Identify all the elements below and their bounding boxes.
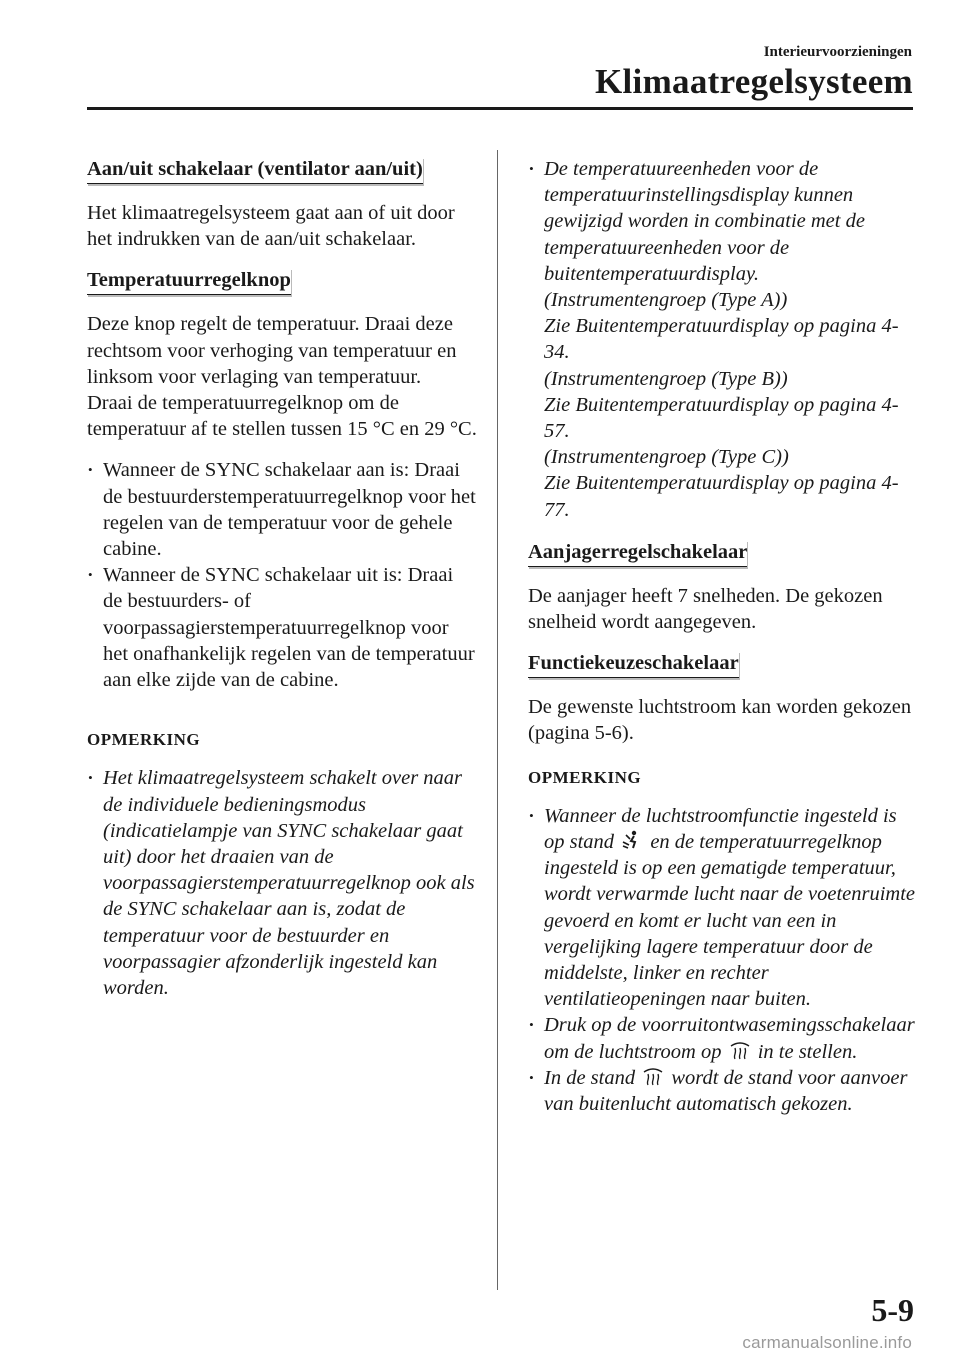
ref-see-a: Zie Buitentemperatuurdisplay op pagina 4-34. [544,315,899,364]
chapter-title: Interieurvoorzieningen [763,44,912,60]
ref-group-b: (Instrumentengroep (Type B)) [544,367,788,390]
ref-see-b: Zie Buitentemperatuurdisplay op pagina 4-57. [544,393,899,443]
note-text: in te stellen. [757,1040,858,1063]
paragraph-power-switch: Het klimaatregelsysteem gaat aan of uit door het indrukken van de aan/uit schakelaar. [87,202,455,251]
page-header [0,0,960,120]
paragraph-mode-selector: De gewenste luchtstroom kan worden gekozen (pagina 5-6). [528,696,912,745]
note-text: wordt de stand voor aanvoer van buitenlucht automatisch gekozen. [544,1066,908,1116]
note-continued-list [528,156,918,287]
list-item [528,1012,918,1064]
list-item [528,1065,918,1117]
list-item [528,803,918,1013]
header-divider [87,107,913,110]
note-bullet-list [528,803,918,1117]
heading-temperature-dial: Temperatuurregelknop [87,268,291,295]
note-heading: OPMERKING [528,767,642,787]
defroster-icon [729,1040,751,1060]
list-item: • De temperatuureenheden voor de temperatuurinstellingsdisplay kunnen gewijzigd worden in combinatie met de temperatuureenheden voor de buitentemperatuurdisplay. [528,156,918,287]
watermark: carmanualsonline.info [742,1333,912,1352]
list-item: • Wanneer de SYNC schakelaar uit is: Draai de bestuurders- of voorpassagierstemperatuurregelknop voor het onafhankelijk regelen van de temperatuur aan elke zijde van de cabine. [87,562,477,693]
ref-group-a: (Instrumentengroep (Type A)) [544,289,788,312]
left-column [87,156,477,1013]
heading-power-switch: Aan/uit schakelaar (ventilator aan/uit) [87,157,423,184]
heading-mode-selector: Functiekeuzeschakelaar [528,651,739,678]
defroster-icon [642,1066,664,1086]
note-text: Druk op de voorruitontwasemingsschakelaar om de luchtstroom op [544,1014,915,1063]
sync-bullet-list [87,457,477,693]
page-number: 5-9 [871,1292,914,1328]
section-title: Klimaatregelsysteem [595,62,913,101]
paragraph-temperature-range: Draai de temperatuurregelknop om de temperatuur af te stellen tussen 15 °C en 29 °C. [87,392,477,441]
ref-see-c: Zie Buitentemperatuurdisplay op pagina 4-77. [544,472,899,521]
right-column [528,156,918,1129]
note-text: Wanneer de luchtstroomfunctie ingesteld is op stand [544,804,897,854]
ref-group-c: (Instrumentengroep (Type C)) [544,446,789,469]
note-bullet-list [87,765,477,1001]
floor-vent-icon [621,830,643,850]
cross-references [544,287,918,523]
note-heading: OPMERKING [87,730,201,750]
note-text: en de temperatuurregelknop ingesteld is op een gematigde temperatuur, wordt verwarmde lucht naar de voetenruimte gevoerd en komt er lucht van een in vergelijking lagere temperatuur door de middelste, linker en rechter ventilatieopeningen naar buiten. [544,831,916,1011]
note-text: In de stand [544,1066,636,1089]
column-divider [497,150,498,1290]
list-item: • Wanneer de SYNC schakelaar aan is: Draai de bestuurderstemperatuurregelknop voor het regelen van de temperatuur voor de gehele cabine. [87,457,477,562]
heading-fan-control: Aanjagerregelschakelaar [528,540,747,567]
list-item: • Het klimaatregelsysteem schakelt over naar de individuele bedieningsmodus (indicatielampje van SYNC schakelaar gaat uit) door het draaien van de voorpassagierstemperatuurregelknop ook als de SYNC schakelaar aan is, zodat de temperatuur voor de bestuurder en voorpassagier afzonderlijk ingesteld kan worden. [87,765,477,1001]
paragraph-fan-control: De aanjager heeft 7 snelheden. De gekozen snelheid wordt aangegeven. [528,584,883,634]
paragraph-temperature-dial: Deze knop regelt de temperatuur. Draai deze rechtsom voor verhoging van temperatuur en linksom voor verlaging van temperatuur. [87,313,457,388]
